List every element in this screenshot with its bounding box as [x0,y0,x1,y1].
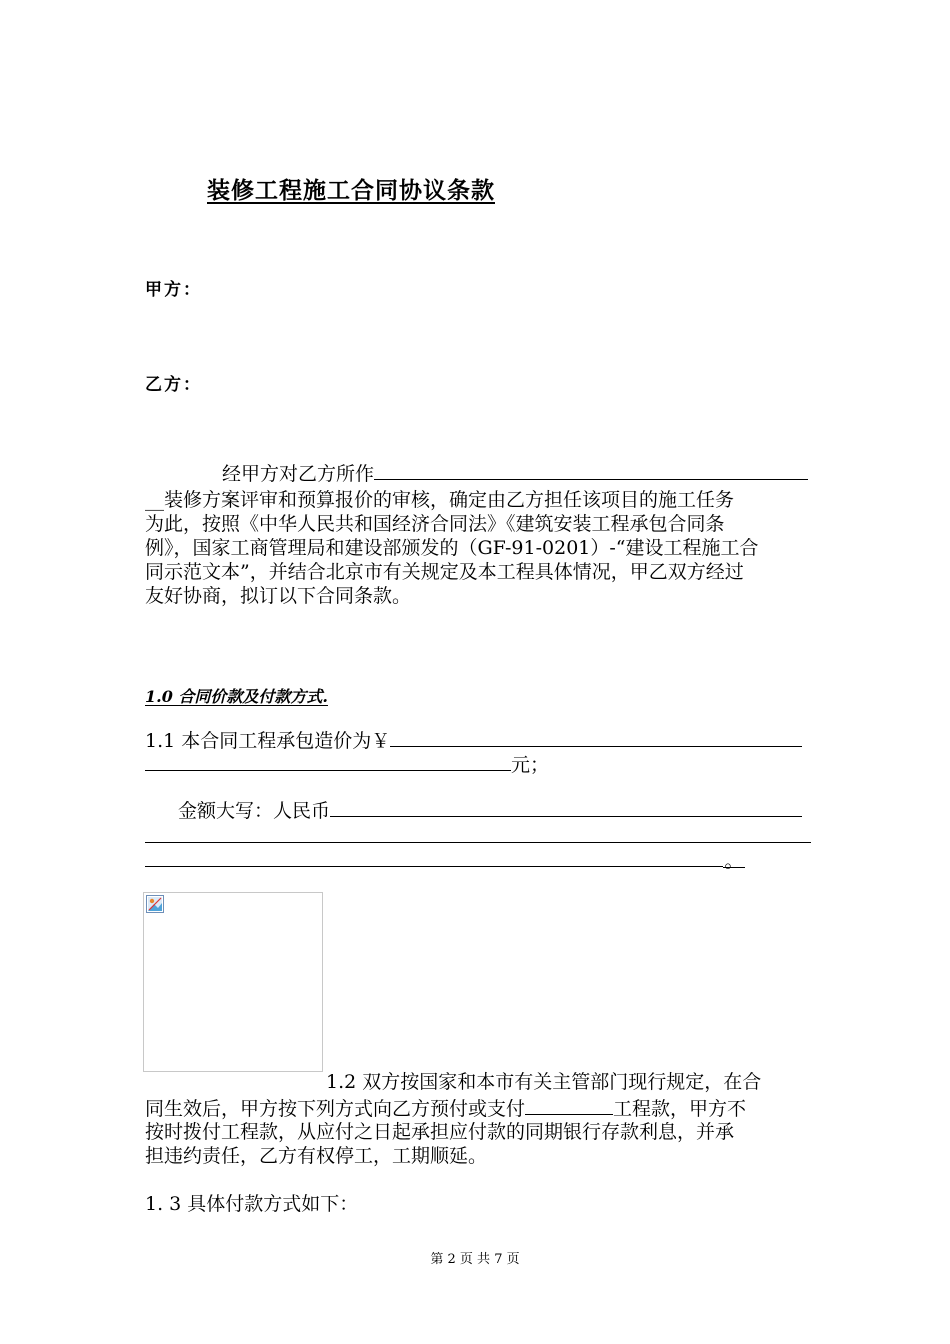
amount-end-mark: 。 [724,850,744,872]
clause-1-2-line-2 [145,1096,746,1121]
page-footer: 第 2 页 共 7 页 [430,1252,520,1267]
intro-prefix: 经甲方对乙方所作 [222,463,375,485]
intro-line-1 [222,461,808,486]
clause-1-1-prefix: 1.1 本合同工程承包造价为￥ [145,730,391,752]
amount-words-line [178,798,802,823]
intro-line-6: 友好协商，拟订以下合同条款。 [145,585,412,607]
document-title: 装修工程施工合同协议条款 [207,178,495,204]
clause-1-1-cont [145,752,549,777]
payment-blank [525,1096,613,1115]
clause-1-2-line-4: 担违约责任，乙方有权停工，工期顺延。 [145,1145,488,1167]
clause-1-2-suffix: 工程款，甲方不 [613,1098,747,1120]
clause-1-2-line-3: 按时拨付工程款，从应付之日起承担应付款的同期银行存款利息，并承 [145,1121,735,1143]
clause-1-1 [145,728,802,753]
intro-line-4: 例》，国家工商管理局和建设部颁发的（GF-91-0201）-“建设工程施工合 [145,537,759,559]
amount-words-blank-3 [145,848,723,867]
amount-words-label: 金额大写：人民币 [178,800,331,822]
clause-1-1-suffix: 元； [511,754,550,776]
project-name-blank [374,461,808,480]
clause-1-2-prefix: 同生效后，甲方按下列方式向乙方预付或支付 [145,1098,526,1120]
clause-1-3: 1. 3 具体付款方式如下： [145,1193,359,1215]
intro-line-2: __装修方案评审和预算报价的审核，确定由乙方担任该项目的施工任务 [145,489,735,511]
intro-line-5: 同示范文本”，并结合北京市有关规定及本工程具体情况，甲乙双方经过 [145,561,744,583]
amount-words-line-2 [145,824,811,849]
contract-price-blank [390,728,802,747]
amount-words-blank-2 [145,824,811,843]
amount-words-line-3 [145,848,745,873]
broken-image-icon [146,895,164,913]
embedded-image-placeholder [143,892,323,1072]
section-heading: 1.0 合同价款及付款方式. [145,687,328,706]
clause-1-2-line-1: 1.2 双方按国家和本市有关主管部门现行规定，在合 [326,1071,762,1093]
amount-words-blank [330,798,802,817]
contract-price-blank-2 [145,752,511,771]
intro-line-3: 为此，按照《中华人民共和国经济合同法》《建筑安装工程承包合同条 [145,513,725,535]
party-b-label: 乙方： [145,375,202,395]
party-a-label: 甲方： [145,280,202,300]
